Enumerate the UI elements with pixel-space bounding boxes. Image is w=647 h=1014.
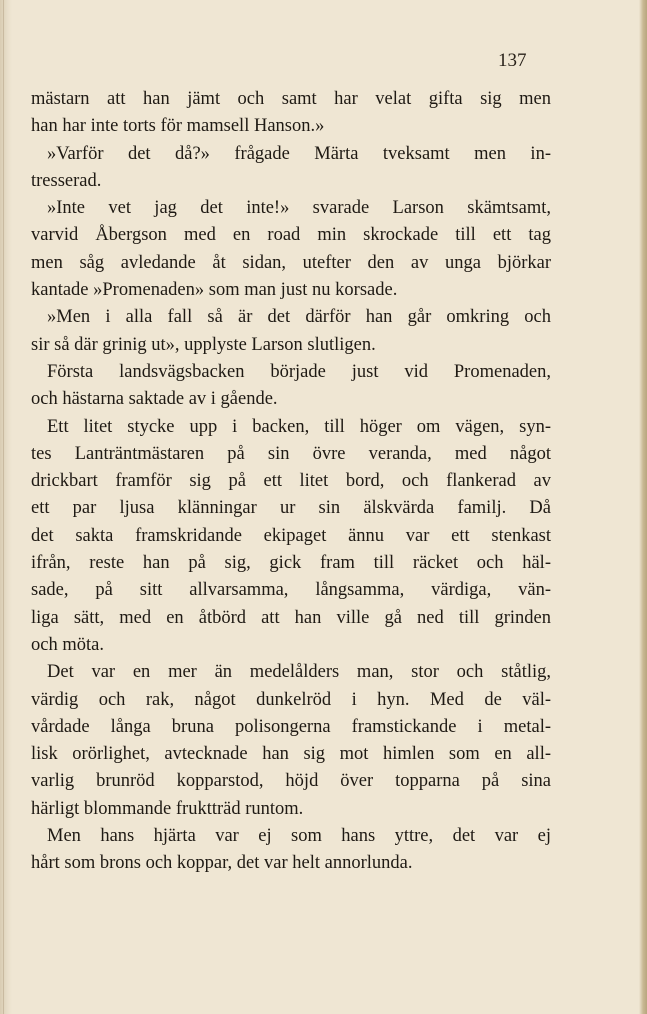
text-line: lisk orörlighet, avtecknade han sig mot himlen som en all- <box>31 744 551 765</box>
text-line: hårt som brons och koppar, det var helt annorlunda. <box>31 853 413 874</box>
text-line: Det var en mer än medelålders man, stor och ståtlig, <box>47 662 551 683</box>
text-line: värdig och rak, något dunkelröd i hyn. Med de väl- <box>31 689 551 710</box>
page-edge <box>639 0 647 1014</box>
text-line: härligt blommande fruktträd runtom. <box>31 798 304 819</box>
text-line: ett par ljusa klänningar ur sin älskvärda familj. Då <box>31 498 551 519</box>
body-text <box>31 86 551 878</box>
text-line: mästarn att han jämt och samt har velat gifta sig men <box>31 89 551 109</box>
text-line: liga sätt, med en åtbörd att han ville gå ned till grinden <box>31 607 551 628</box>
text-line: ifrån, reste han på sig, gick fram till räcket och häl- <box>31 553 551 574</box>
text-line: drickbart framför sig på ett litet bord, och flankerad av <box>31 471 551 492</box>
text-line: men såg avledande åt sidan, utefter den av unga björkar <box>31 252 551 273</box>
text-line: »Inte vet jag det inte!» svarade Larson skämtsamt, <box>47 198 551 219</box>
text-line: varlig brunröd kopparstod, höjd över topparna på sina <box>31 771 551 792</box>
text-line: Ett litet stycke upp i backen, till höger om vägen, syn- <box>47 416 551 437</box>
text-line: det sakta framskridande ekipaget ännu var ett stenkast <box>31 525 551 546</box>
gutter-crease <box>3 0 4 1014</box>
book-gutter <box>0 0 12 1014</box>
text-line: »Varför det då?» frågade Märta tveksamt men in- <box>47 143 551 164</box>
text-line: sir så där grinig ut», upplyste Larson slutligen. <box>31 334 376 355</box>
text-line: och hästarna saktade av i gående. <box>31 389 278 410</box>
text-line: tresserad. <box>31 170 102 191</box>
text-line: »Men i alla fall så är det därför han går omkring och <box>47 307 551 328</box>
page-number: 137 <box>498 50 527 71</box>
text-line: och möta. <box>31 634 104 655</box>
text-line: varvid Åbergson med en road min skrockade till ett tag <box>31 225 551 246</box>
text-line: tes Lanträntmästaren på sin övre veranda, med något <box>31 443 551 464</box>
text-line: han har inte torts för mamsell Hanson.» <box>31 116 325 137</box>
text-line: sade, på sitt allvarsamma, långsamma, värdiga, vän- <box>31 580 551 601</box>
text-line: Men hans hjärta var ej som hans yttre, det var ej <box>47 826 551 847</box>
text-line: kantade »Promenaden» som man just nu korsade. <box>31 280 398 301</box>
text-line: vårdade långa bruna polisongerna framstickande i metal- <box>31 716 551 737</box>
text-line: Första landsvägsbacken började just vid Promenaden, <box>47 361 551 382</box>
